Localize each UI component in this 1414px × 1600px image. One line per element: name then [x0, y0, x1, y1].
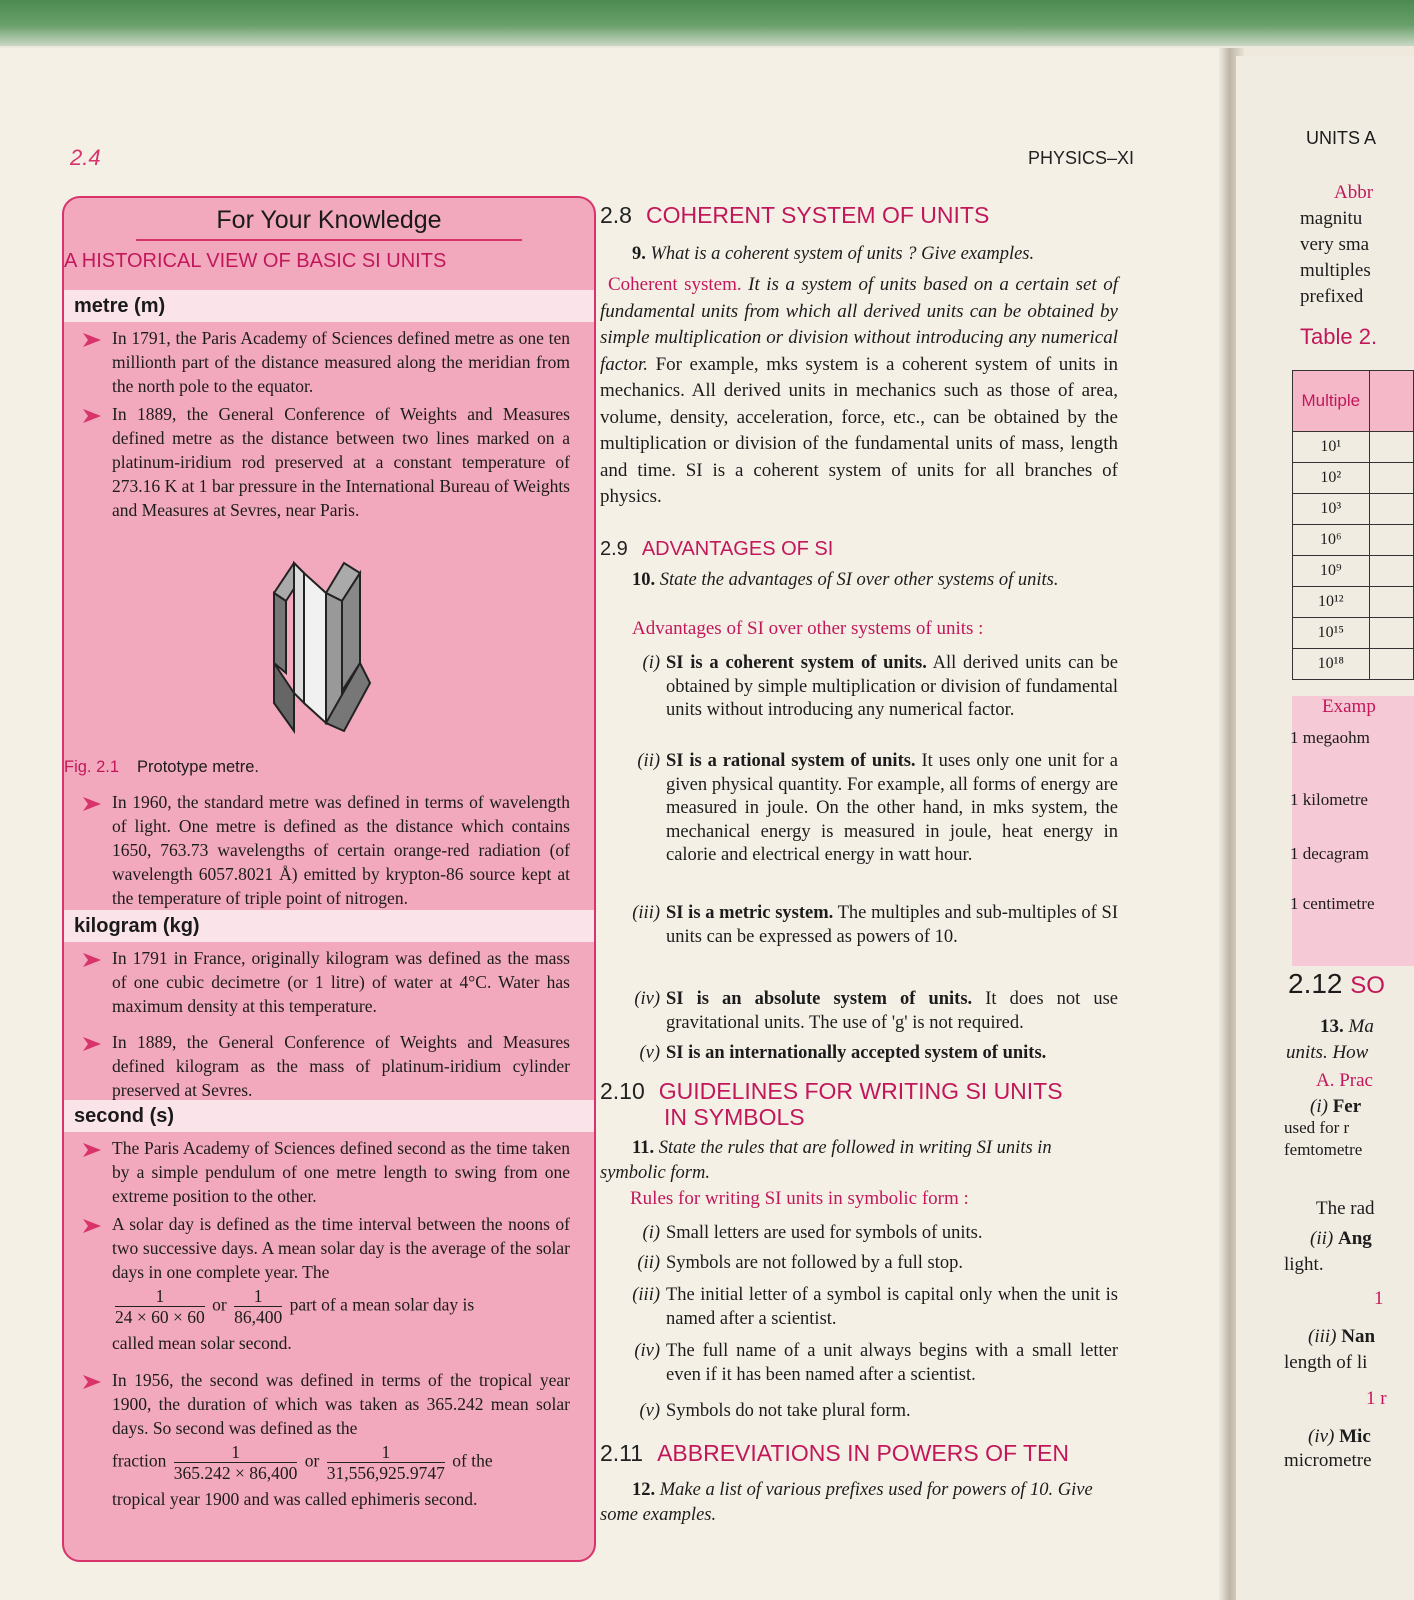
fraction-denominator: 365.242 × 86,400 [173, 1463, 298, 1483]
text-fragment: micrometre [1284, 1450, 1372, 1471]
arrow-bullet-icon [82, 1036, 102, 1054]
table-row [1293, 494, 1414, 525]
fraction-numerator: 1 [115, 1286, 205, 1307]
table-row [1293, 525, 1414, 556]
fraction-numerator: 1 [327, 1442, 445, 1463]
section-title: ADVANTAGES OF SI [641, 538, 834, 560]
question-number: 12. [632, 1480, 656, 1500]
figure-label: Fig. 2.1 [64, 758, 120, 776]
text-fragment: 1 r [1366, 1388, 1387, 1409]
second-paragraph-1: The Paris Academy of Sciences defined second as the time taken by a simple pendulum of one metre length to swing from one extreme position to the other. [112, 1138, 570, 1206]
fraction-1 [115, 1286, 205, 1327]
item-key: (iii) [1308, 1326, 1337, 1347]
item-key: (iii) [632, 1285, 660, 1305]
text-fragment: very sma [1300, 234, 1370, 255]
section-number: 2.12 [1288, 968, 1343, 999]
table-cell: 10³ [1293, 494, 1370, 525]
table-cell: 10¹ [1293, 432, 1370, 463]
item-text: It uses only one unit for a given physical quantity. For example, all forms of energy are measured in joule. On the other hand, in mks system, the mechanical energy is measured in joule, heat energy in calorie and electrical energy in watt hour. [666, 751, 1118, 865]
section-2-11-heading [600, 1440, 1118, 1467]
question-text: State the advantages of SI over other systems of units. [659, 570, 1059, 590]
item-i [1310, 1096, 1361, 1118]
item-bold: SI is a metric system. [666, 903, 834, 923]
question-number: 10. [632, 570, 656, 590]
item-key: (ii) [1310, 1228, 1334, 1249]
section-number: 2.10 [600, 1078, 645, 1104]
example-line: 1 centimetre [1290, 894, 1375, 913]
question-number: 9. [632, 244, 646, 264]
arrow-bullet-icon [82, 408, 102, 426]
item-key: (ii) [637, 1253, 660, 1273]
item-key: (v) [639, 1043, 660, 1063]
table-cell [1369, 463, 1413, 494]
table-cell: 10¹⁵ [1293, 618, 1370, 649]
arrow-bullet-icon [82, 332, 102, 350]
fraction-numerator: 1 [234, 1286, 282, 1307]
arrow-bullet-icon [82, 1142, 102, 1160]
figure-caption-text: Prototype metre. [137, 758, 260, 776]
example-text: For example, mks system is a coherent system of units in mechanics. All derived units in mechanics such as those of area, volume, density, acceleration, force, etc., can be obtained by the multiplication or division of the fundamental units of mass, length and time. SI is a coherent system of units for all branches of physics. [600, 353, 1118, 507]
fraction-3 [174, 1442, 298, 1483]
section-title: ABBREVIATIONS IN POWERS OF TEN [657, 1440, 1069, 1466]
table-cell: 10⁹ [1293, 556, 1370, 587]
fraction-denominator: 24 × 60 × 60 [115, 1307, 205, 1327]
section-2-10-heading-line2: IN SYMBOLS [664, 1104, 805, 1130]
example-line: 1 decagram [1290, 844, 1369, 863]
table-row [1293, 618, 1414, 649]
table-row [1293, 432, 1414, 463]
text-fragment: The rad [1316, 1198, 1375, 1219]
fraction-word: fraction [112, 1450, 167, 1471]
table-cell [1369, 432, 1413, 463]
or-word: or [304, 1450, 320, 1471]
fraction-denominator: 31,556,925.9747 [326, 1463, 445, 1483]
prototype-metre-figure [264, 553, 374, 738]
mean-solar-day-text: part of a mean solar day is [289, 1294, 475, 1315]
abbr-text: Abbr [1334, 182, 1374, 203]
table-row [1293, 463, 1414, 494]
item-text: The multiples and sub-multiples of SI units can be expressed as powers of 10. [666, 903, 1118, 947]
figure-caption [64, 758, 259, 777]
kilogram-heading: kilogram (kg) [64, 910, 594, 942]
item-bold: Mic [1339, 1426, 1371, 1447]
item-bold: SI is a rational system of units. [666, 751, 916, 771]
text-fragment: length of li [1284, 1352, 1368, 1373]
question-12 [600, 1478, 1118, 1528]
example-line: 1 kilometre [1290, 790, 1368, 809]
table-header: Multiple [1293, 371, 1370, 432]
table-cell [1369, 649, 1413, 680]
section-2-12-heading [1288, 968, 1385, 1000]
fraction-numerator: 1 [174, 1442, 298, 1463]
metre-paragraph-3: In 1960, the standard metre was defined in terms of wavelength of light. One metre is defined as the distance which contains 1650, 763.73 wavelengths of certain orange-red radiation (of wavelength 6057.8021 Å) emitted by krypton-86 source kept at the temperature of triple point of nitrogen. [112, 792, 570, 908]
text-fragment: prefixed [1300, 286, 1364, 307]
text-fragment: light. [1284, 1254, 1324, 1275]
section-2-9-heading [600, 538, 1118, 561]
question-text: State the rules that are followed in writing SI units in symbolic form. [600, 1138, 1052, 1183]
fraction-denominator: 86,400 [234, 1307, 283, 1327]
question-number: 11. [632, 1138, 655, 1158]
metre-heading: metre (m) [64, 290, 594, 322]
item-text: The full name of a unit always begins with a small letter even if it has been named after a scientist. [666, 1341, 1118, 1385]
item-bold: SI is an internationally accepted system of units. [666, 1043, 1047, 1063]
question-11 [600, 1136, 1118, 1186]
second-heading: second (s) [64, 1100, 594, 1132]
section-title: GUIDELINES FOR WRITING SI UNITS [658, 1078, 1063, 1104]
table-cell [1369, 525, 1413, 556]
arrow-bullet-icon [82, 1374, 102, 1392]
question-text: Make a list of various prefixes used for powers of 10. Give some examples. [600, 1480, 1093, 1525]
definition-text: It is a system of units based on a certain set of fundamental units from which all derived units can be obtained by simple multiplication or division without introducing any numerical factor. [600, 274, 1119, 375]
kilogram-paragraph-2: In 1889, the General Conference of Weights and Measures defined kilogram as the mass of platinum-iridium cylinder preserved at Sevres. [112, 1032, 570, 1100]
section-number: 2.9 [600, 538, 628, 560]
metre-paragraph-2: In 1889, the General Conference of Weights and Measures defined metre as the distance between two lines marked on a platinum-iridium rod preserved at a constant temperature of 273.16 K at 1 bar pressure in the International Bureau of Weights and Measures at Sevres, near Paris. [112, 404, 570, 520]
table-row [1293, 556, 1414, 587]
of-the-text: of the [452, 1450, 493, 1471]
section-2-8-heading [600, 202, 1118, 229]
table-cell: 10¹⁸ [1293, 649, 1370, 680]
question-text: What is a coherent system of units ? Give examples. [650, 244, 1035, 264]
item-bold: Nan [1341, 1326, 1376, 1347]
item-text: Symbols are not followed by a full stop. [666, 1253, 963, 1273]
example-line: 1 megaohm [1290, 728, 1370, 747]
item-bold: Ang [1337, 1228, 1372, 1249]
table-title: Table 2. [1300, 324, 1378, 349]
arrow-bullet-icon [82, 952, 102, 970]
table-cell [1369, 494, 1413, 525]
table-row [1293, 587, 1414, 618]
item-text: All derived units can be obtained by simple multiplication or division of fundamental units without introducing any numerical factor. [666, 653, 1118, 720]
next-running-head: UNITS A [1306, 128, 1377, 148]
table-cell [1369, 618, 1413, 649]
arrow-bullet-icon [82, 796, 102, 814]
box-title: For Your Knowledge [216, 206, 442, 234]
section-number: 2.8 [600, 202, 632, 228]
mean-solar-second-text: called mean solar second. [112, 1333, 292, 1353]
item-key: (v) [639, 1401, 660, 1421]
advantages-subheading: Advantages of SI over other systems of units : [632, 618, 984, 639]
item-text: Small letters are used for symbols of units. [666, 1223, 983, 1243]
question-9 [600, 242, 1118, 267]
subheading-a: A. Prac [1316, 1070, 1373, 1091]
table-cell [1369, 587, 1413, 618]
question-10 [600, 568, 1118, 593]
item-key: (i) [642, 653, 660, 673]
examples-heading: Examp [1322, 696, 1376, 717]
rules-subheading: Rules for writing SI units in symbolic form : [630, 1188, 969, 1209]
item-key: (iv) [1308, 1426, 1335, 1447]
arrow-bullet-icon [82, 1218, 102, 1236]
metre-paragraph-1: In 1791, the Paris Academy of Sciences defined metre as one ten millionth part of the distance measured along the meridian from the north pole to the equator. [112, 328, 570, 396]
item-ii [1310, 1228, 1372, 1250]
title-rule [136, 239, 522, 241]
second-paragraph-3 [112, 1368, 570, 1511]
table-cell [1369, 556, 1413, 587]
lead-term: Coherent system. [608, 274, 742, 295]
item-key: (iv) [634, 989, 660, 1009]
item-key: (ii) [637, 751, 660, 771]
text-fragment: multiples [1300, 260, 1371, 281]
prefix-table [1292, 370, 1414, 680]
running-head: PHYSICS–XI [1028, 148, 1135, 168]
question-text: Ma [1348, 1016, 1374, 1037]
item-iv [1308, 1426, 1371, 1448]
section-title: COHERENT SYSTEM OF UNITS [645, 202, 990, 228]
second-paragraph-2 [112, 1212, 570, 1355]
for-your-knowledge-box [62, 196, 596, 1562]
box-heading: A HISTORICAL VIEW OF BASIC SI UNITS [64, 250, 447, 272]
item-text: It does not use gravitational units. The use of 'g' is not required. [666, 989, 1118, 1033]
item-text: The initial letter of a symbol is capital only when the unit is named after a scientist. [666, 1285, 1118, 1329]
table-row [1293, 649, 1414, 680]
item-iii [1308, 1326, 1375, 1348]
question-number: 13. [1320, 1016, 1344, 1037]
solar-day-text: A solar day is defined as the time interval between the noons of two successive days. A mean solar day is the average of the solar days in one complete year. The [112, 1214, 570, 1282]
item-key: (i) [642, 1223, 660, 1243]
section-title: SO [1350, 972, 1385, 999]
item-key: (i) [1310, 1096, 1328, 1117]
text-fragment: units. How [1286, 1042, 1369, 1063]
item-text: Symbols do not take plural form. [666, 1401, 911, 1421]
top-color-band [0, 0, 1414, 46]
section-number: 2.11 [600, 1440, 644, 1466]
item-bold: Fer [1332, 1096, 1362, 1117]
or-word: or [212, 1294, 227, 1315]
text-fragment: femtometre [1284, 1140, 1363, 1159]
item-bold: SI is an absolute system of units. [666, 989, 973, 1009]
table-cell: 10⁶ [1293, 525, 1370, 556]
question-13 [1320, 1016, 1374, 1038]
kilogram-paragraph-1: In 1791 in France, originally kilogram was defined as the mass of one cubic decimetre (or 1 litre) of water at 4°C. Water has maximum density at this temperature. [112, 948, 570, 1016]
table-header [1369, 371, 1413, 432]
table-cell: 10¹² [1293, 587, 1370, 618]
text-fragment: 1 [1374, 1288, 1384, 1309]
item-bold: SI is a coherent system of units. [666, 653, 927, 673]
page-number: 2.4 [70, 145, 101, 170]
fraction-2 [234, 1286, 282, 1327]
ephimeris-second-text: tropical year 1900 and was called ephimeris second. [112, 1489, 478, 1509]
table-cell: 10² [1293, 463, 1370, 494]
text-fragment: magnitu [1300, 208, 1363, 229]
tropical-year-text: In 1956, the second was defined in terms of the tropical year 1900, the duration of which was taken as 365.242 mean solar days. So second was defined as the [112, 1370, 570, 1438]
fraction-4 [327, 1442, 445, 1483]
coherent-system-paragraph [600, 272, 1118, 511]
item-key: (iv) [634, 1341, 660, 1361]
section-2-10-heading [600, 1078, 1118, 1105]
item-key: (iii) [632, 903, 660, 923]
text-fragment: used for r [1284, 1118, 1350, 1137]
right-page-fragment [1236, 56, 1414, 1600]
